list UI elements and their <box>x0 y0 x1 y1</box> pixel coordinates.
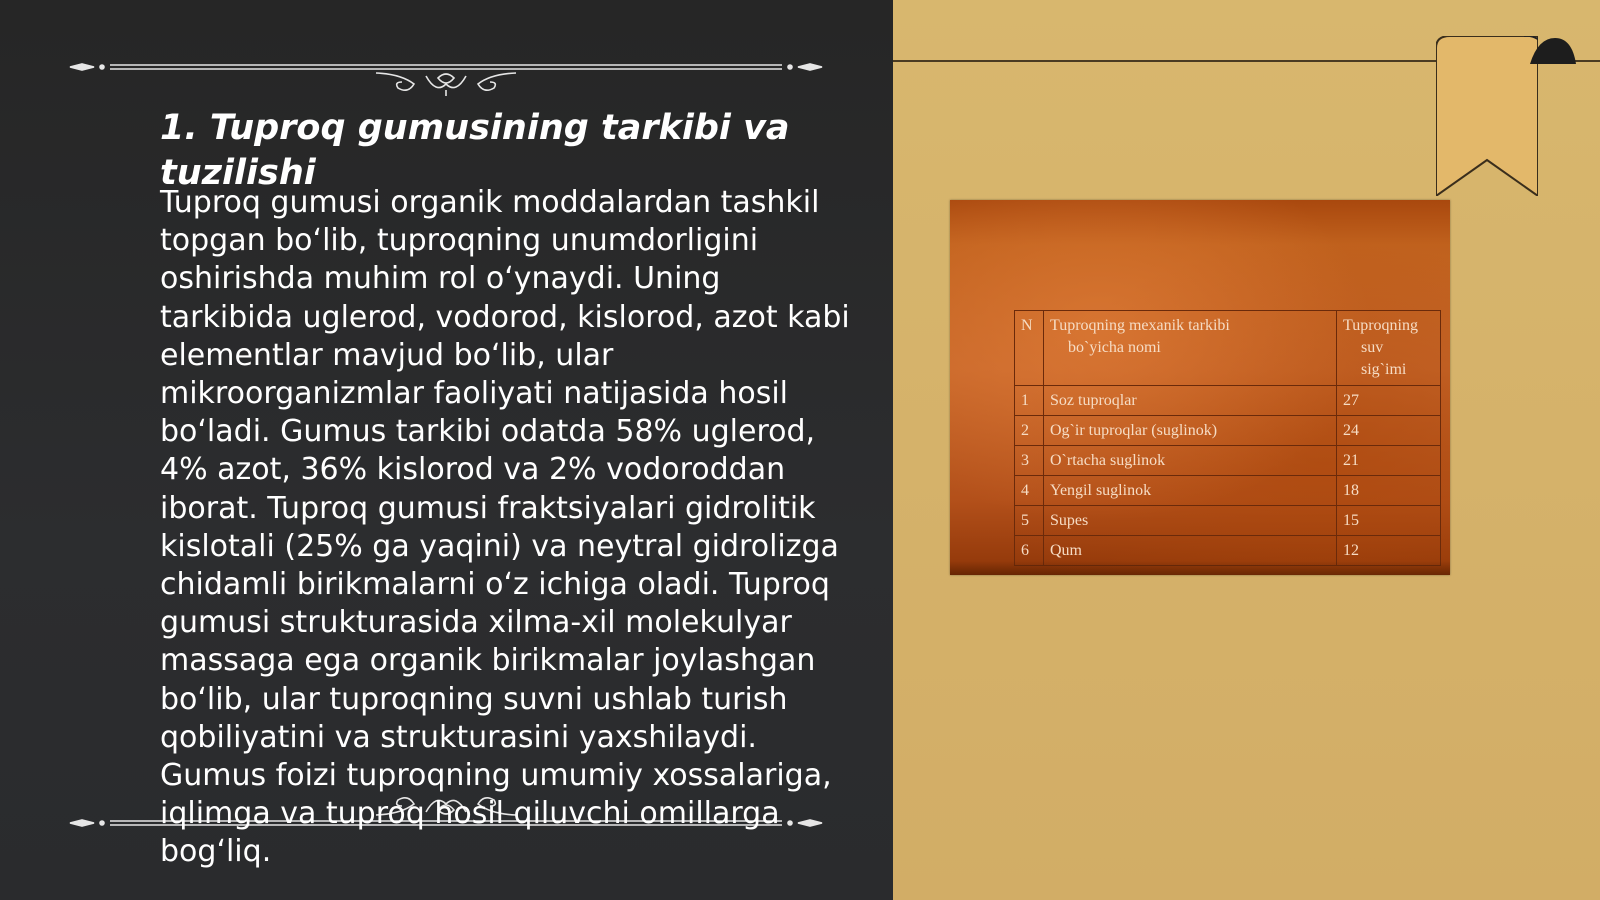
header-soil-name-line2: bo`yicha nomi <box>1068 339 1161 356</box>
header-water-capacity-line1: Tuproqning <box>1343 317 1418 334</box>
row-value: 15 <box>1337 506 1441 536</box>
slide-title: 1. Tuproq gumusining tarkibi va tuzilishi <box>160 108 790 193</box>
header-water-capacity <box>1337 311 1441 386</box>
row-value: 21 <box>1337 446 1441 476</box>
row-number: 2 <box>1015 416 1044 446</box>
row-soil-name: Yengil suglinok <box>1044 476 1337 506</box>
top-flourish-divider-icon <box>66 40 826 96</box>
table-row <box>1015 416 1441 446</box>
table-row <box>1015 386 1441 416</box>
row-value: 24 <box>1337 416 1441 446</box>
row-value: 18 <box>1337 476 1441 506</box>
table-row <box>1015 446 1441 476</box>
row-number: 4 <box>1015 476 1044 506</box>
table-row <box>1015 476 1441 506</box>
row-soil-name: Og`ir tuproqlar (suglinok) <box>1044 416 1337 446</box>
header-n: N <box>1015 311 1044 386</box>
soil-table-card <box>950 200 1450 575</box>
header-water-capacity-line3: sig`imi <box>1361 361 1407 378</box>
row-number: 5 <box>1015 506 1044 536</box>
row-value: 12 <box>1337 536 1441 566</box>
bookmark-curl-icon <box>1510 36 1580 66</box>
header-water-capacity-line2: suv <box>1361 339 1384 356</box>
row-soil-name: Supes <box>1044 506 1337 536</box>
row-number: 3 <box>1015 446 1044 476</box>
row-number: 6 <box>1015 536 1044 566</box>
table-row <box>1015 506 1441 536</box>
header-soil-name-line1: Tuproqning mexanik tarkibi <box>1050 317 1230 334</box>
row-soil-name: Qum <box>1044 536 1337 566</box>
slide-body-text: Tuproq gumusi organik moddalardan tashkil topgan bo‘lib, tuproqning unumdorligini oshirishda muhim rol o‘ynaydi. Uning tarkibida uglerod, vodorod, kislorod, azot kabi elementlar mavjud bo‘lib, ular mikroorganizmlar faoliyati natijasida hosil bo‘ladi. Gumus tarkibi odatda 58% uglerod, 4% azot, 36% kislorod va 2% vodoroddan iborat. Tuproq gumusi fraktsiyalari gidrolitik kislotali (25% ga yaqini) va neytral gidrolizga chidamli birikmalarni o‘z ichiga oladi. Tuproq gumusi strukturasida xilma-xil molekulyar massaga ega organik birikmalar joylashgan bo‘lib, ular tuproqning suvni ushlab turish qobiliyatini va strukturasini yaxshilaydi. Gumus foizi tuproqning umumiy xossalariga, iqlimga va tuproq hosil qiluvchi omillarga bog‘liq. <box>160 185 850 870</box>
table-header-row <box>1015 311 1441 386</box>
header-soil-name <box>1044 311 1337 386</box>
soil-water-capacity-table <box>1014 310 1441 566</box>
row-soil-name: O`rtacha suglinok <box>1044 446 1337 476</box>
row-number: 1 <box>1015 386 1044 416</box>
row-value: 27 <box>1337 386 1441 416</box>
row-soil-name: Soz tuproqlar <box>1044 386 1337 416</box>
table-row <box>1015 536 1441 566</box>
